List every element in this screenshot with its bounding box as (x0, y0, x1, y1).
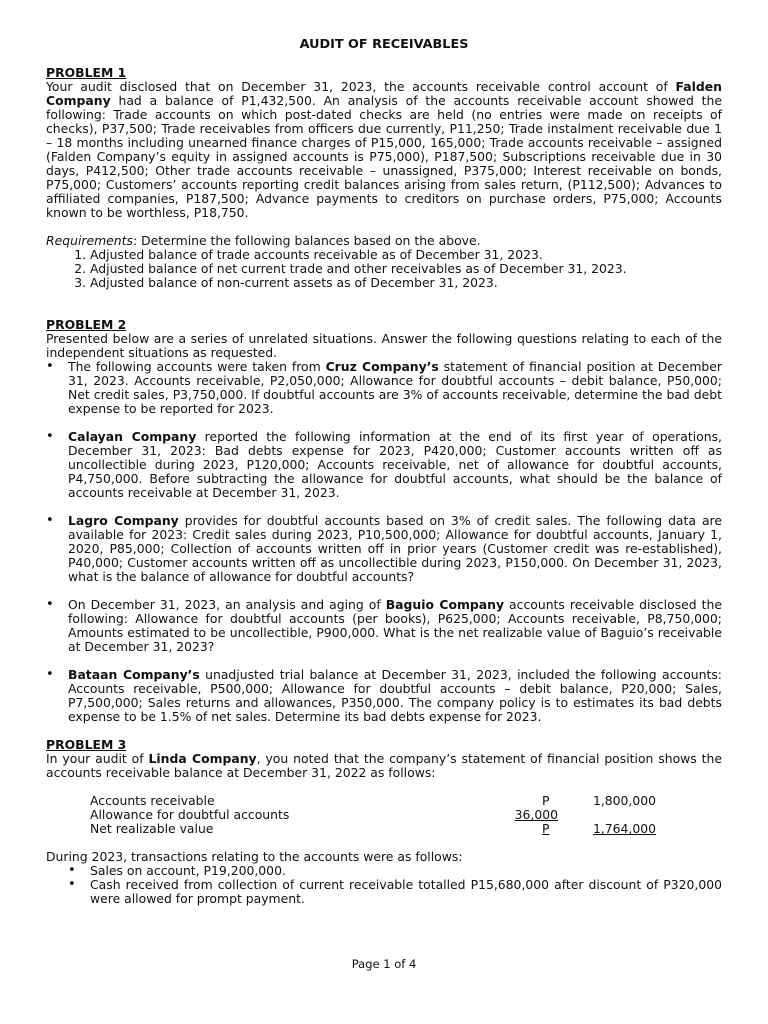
situation-item (68, 598, 722, 654)
situation-text-pre: The following accounts were taken from (68, 359, 326, 374)
requirement-item: 3. Adjusted balance of non-current assets as of December 31, 2023. (90, 276, 722, 290)
nrv-currency: P (542, 821, 550, 836)
problem-2-intro: Presented below are a series of unrelated situations. Answer the following questions relating to each of the independent situations as requested. (46, 331, 722, 360)
nrv-label: Net realizable value (90, 821, 214, 836)
situation-text-post: reported the following information at the end of its first year of operations, December 31, 2023: Bad debts expense for 2023, P420,000; Customer accounts written off as uncollectible during 2023, P120,000; Accounts receivable, net of allowance for doubtful accounts, P4,750,000. Before subtracting the allowance for doubtful accounts, what should be the balance of accounts receivable at December 31, 2023. (68, 429, 722, 500)
allowance-label: Allowance for doubtful accounts (90, 807, 290, 822)
problem-1-heading: PROBLEM 1 (46, 65, 127, 80)
table-row (90, 794, 722, 808)
ar-amount: 1,800,000 (592, 793, 656, 808)
requirement-item: 1. Adjusted balance of trade accounts receivable as of December 31, 2023. (90, 248, 722, 262)
nrv-amount: 1,764,000 (592, 821, 656, 836)
situation-text-post: unadjusted trial balance at December 31, 2023, included the following accounts: Accounts receivable, P500,000; Allowance for doubtful accounts – debit balance, P20,000; Sales, P7,500,000; Sales returns and allowances, P350,000. The company policy is to estimates its bad debts expense to be 1.5% of net sales. Determine its bad debts expense for 2023. (68, 667, 722, 724)
situation-text-pre: On December 31, 2023, an analysis and aging of (68, 597, 386, 612)
problem-1-requirements (46, 234, 722, 248)
requirements-text: : Determine the following balances based on the above. (132, 233, 481, 248)
situation-company: Baguio Company (385, 597, 505, 612)
situation-company: Bataan Company’s (68, 667, 200, 682)
ar-label: Accounts receivable (90, 793, 215, 808)
transaction-item: • Cash received from collection of current receivable totalled P15,680,000 after discount of P320,000 were allowed for prompt payment. (90, 878, 722, 906)
problem-3-company: Linda Company (148, 751, 257, 766)
problem-2-heading: PROBLEM 2 (46, 317, 127, 332)
problem-2-situations (46, 360, 722, 724)
transaction-item: • Sales on account, P19,200,000. (90, 864, 722, 878)
document-title: AUDIT OF RECEIVABLES (299, 37, 469, 52)
situation-company: Cruz Company’s (325, 359, 439, 374)
receivables-table (46, 794, 722, 836)
requirements-label: Requirements (46, 233, 133, 248)
problem-3-transactions (46, 864, 722, 906)
allowance-amount: 36,000 (514, 807, 558, 822)
situation-item (68, 360, 722, 416)
page-number: Page 1 of 4 (351, 957, 417, 971)
problem-3-during: During 2023, transactions relating to the accounts were as follows: (46, 849, 463, 864)
problem-1-text-a: Your audit disclosed that on December 31, 2023, the accounts receivable control account of (46, 79, 676, 94)
situation-company: Lagro Company (68, 513, 179, 528)
problem-3-heading: PROBLEM 3 (46, 737, 127, 752)
situation-item (68, 514, 722, 584)
requirement-item: 2. Adjusted balance of net current trade and other receivables as of December 31, 2023. (90, 262, 722, 276)
table-row (90, 808, 722, 822)
problem-1-company: Falden Company (46, 79, 722, 108)
problem-3-text (46, 752, 722, 780)
problem-1-text (46, 80, 722, 220)
requirements-list (46, 248, 722, 290)
table-row (90, 822, 722, 836)
situation-company: Calayan Company (68, 429, 197, 444)
ar-currency: P (542, 793, 550, 808)
situation-text-post: accounts receivable disclosed the following: Allowance for doubtful accounts (per books), P625,000; Accounts receivable, P8,750,000; Amounts estimated to be uncollectible, P900,000. What is the net realizable value of Baguio’s receivable at December 31, 2023? (68, 597, 722, 654)
situation-text-post: provides for doubtful accounts based on 3% of credit sales. The following data are available for 2023: Credit sales during 2023, P10,500,000; Allowance for doubtful accounts, January 1, 2020, P85,000; Collection of accounts written off in prior years (Customer credit was re-established), P40,000; Customer accounts written off as uncollectible during 2023, P150,000. On December 31, 2023, what is the balance of allowance for doubtful accounts? (68, 513, 722, 584)
problem-3-text-a: In your audit of (46, 751, 149, 766)
situation-item (68, 430, 722, 500)
situation-item (68, 668, 722, 724)
situation-text-post: statement of financial position at December 31, 2023. Accounts receivable, P2,050,000; Allowance for doubtful accounts – debit balance, P50,000; Net credit sales, P3,750,000. If doubtful accounts are 3% of accounts receivable, determine the bad debt expense to be reported for 2023. (68, 359, 723, 416)
problem-1-text-b: had a balance of P1,432,500. An analysis of the accounts receivable account showed the following: Trade accounts on which post-dated checks are held (no entries were made on receipts of checks), P37,500; Trade receivables from officers due currently, P11,250; Trade instalment receivable due 1 – 18 months including unearned finance charges of P15,000, 165,000; Trade accounts receivable – assigned (Falden Company’s equity in assigned accounts is P75,000), P187,500; Subscriptions receivable due in 30 days, P412,500; Other trade accounts receivable – unassigned, P375,000; Interest receivable on bonds, P75,000; Customers’ accounts reporting credit balances arising from sales return, (P112,500); Advances to affiliated companies, P187,500; Advance payments to creditors on purchase orders, P75,000; Accounts known to be worthless, P18,750. (46, 93, 722, 220)
problem-3-text-b: , you noted that the company’s statement of financial position shows the accounts receivable balance at December 31, 2022 as follows: (46, 751, 722, 780)
